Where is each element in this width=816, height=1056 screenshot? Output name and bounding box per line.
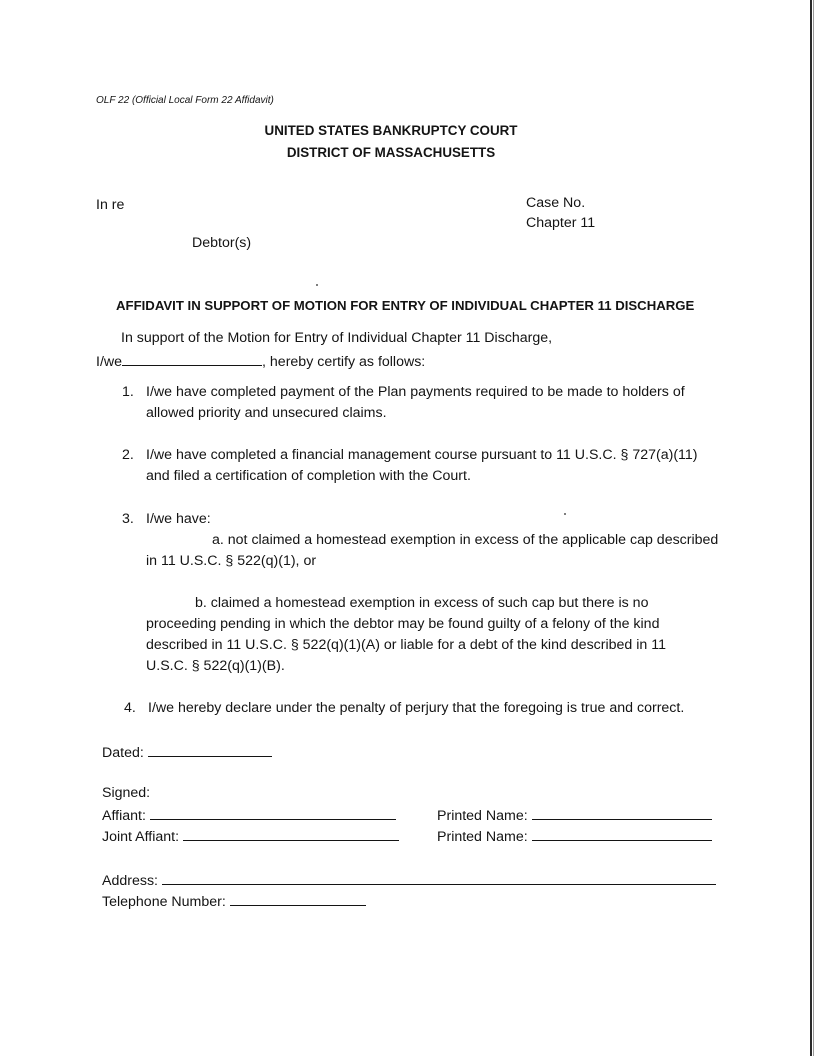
printed-name-row xyxy=(437,805,712,824)
chapter-label: Chapter 11 xyxy=(526,215,596,231)
item-text: I/we have completed payment of the Plan payments required to be made to holders of xyxy=(146,384,685,400)
telephone-label: Telephone Number: xyxy=(102,894,226,910)
item-text: I/we hereby declare under the penalty of perjury that the foregoing is true and correct. xyxy=(148,700,685,716)
printed-name-field[interactable] xyxy=(532,805,712,820)
item-text: I/we have: xyxy=(146,511,211,527)
scan-speck xyxy=(564,513,566,515)
scan-edge-shadow xyxy=(813,0,814,1056)
iwe-label: I/we xyxy=(96,354,123,370)
address-label: Address: xyxy=(102,873,158,889)
item-number: 4. xyxy=(124,700,136,716)
scan-edge-line xyxy=(810,0,812,1056)
scan-speck xyxy=(316,284,318,286)
signed-label: Signed: xyxy=(102,785,151,801)
telephone-field[interactable] xyxy=(230,891,366,906)
intro-line: In support of the Motion for Entry of Individual Chapter 11 Discharge, xyxy=(121,330,553,346)
address-row xyxy=(102,870,716,889)
printed-name-label: Printed Name: xyxy=(437,808,528,824)
debtors-label: Debtor(s) xyxy=(192,235,252,251)
form-identifier: OLF 22 (Official Local Form 22 Affidavit) xyxy=(96,95,274,106)
dated-field[interactable] xyxy=(148,742,272,757)
affidavit-title: AFFIDAVIT IN SUPPORT OF MOTION FOR ENTRY OF INDIVIDUAL CHAPTER 11 DISCHARGE xyxy=(116,298,695,313)
joint-affiant-label: Joint Affiant: xyxy=(102,829,180,845)
affiant-row xyxy=(102,805,396,824)
item-text: allowed priority and unsecured claims. xyxy=(146,405,387,421)
option-b-text: proceeding pending in which the debtor may be found guilty of a felony of the kind xyxy=(146,616,660,632)
in-re-label: In re xyxy=(96,197,125,213)
affiant-signature-field[interactable] xyxy=(150,805,396,820)
option-b-text: described in 11 U.S.C. § 522(q)(1)(A) or liable for a debt of the kind described in 11 xyxy=(146,637,666,653)
joint-affiant-row xyxy=(102,826,399,845)
court-name: UNITED STATES BANKRUPTCY COURT xyxy=(264,123,518,138)
telephone-row xyxy=(102,891,366,910)
item-number: 3. xyxy=(122,511,134,527)
intro-certify-line xyxy=(96,351,425,370)
item-text: and filed a certification of completion with the Court. xyxy=(146,468,471,484)
case-no-label: Case No. xyxy=(526,195,586,211)
item-text: I/we have completed a financial management course pursuant to 11 U.S.C. § 727(a)(11) xyxy=(146,447,698,463)
joint-affiant-signature-field[interactable] xyxy=(183,826,399,841)
option-b-text: U.S.C. § 522(q)(1)(B). xyxy=(146,658,285,674)
dated-row xyxy=(102,742,272,761)
option-a-text: in 11 U.S.C. § 522(q)(1), or xyxy=(146,553,317,569)
option-a-text: a. not claimed a homestead exemption in excess of the applicable cap described xyxy=(212,532,719,548)
printed-name-row-2 xyxy=(437,826,712,845)
item-number: 1. xyxy=(122,384,134,400)
certify-text: , hereby certify as follows: xyxy=(262,354,426,370)
affiant-label: Affiant: xyxy=(102,808,146,824)
printed-name-label-2: Printed Name: xyxy=(437,829,528,845)
court-district: DISTRICT OF MASSACHUSETTS xyxy=(286,145,496,160)
printed-name-field-2[interactable] xyxy=(532,826,712,841)
option-b-text: b. claimed a homestead exemption in excess of such cap but there is no xyxy=(195,595,649,611)
iwe-name-field[interactable] xyxy=(122,351,262,366)
address-field[interactable] xyxy=(162,870,716,885)
dated-label: Dated: xyxy=(102,745,144,761)
item-number: 2. xyxy=(122,447,134,463)
